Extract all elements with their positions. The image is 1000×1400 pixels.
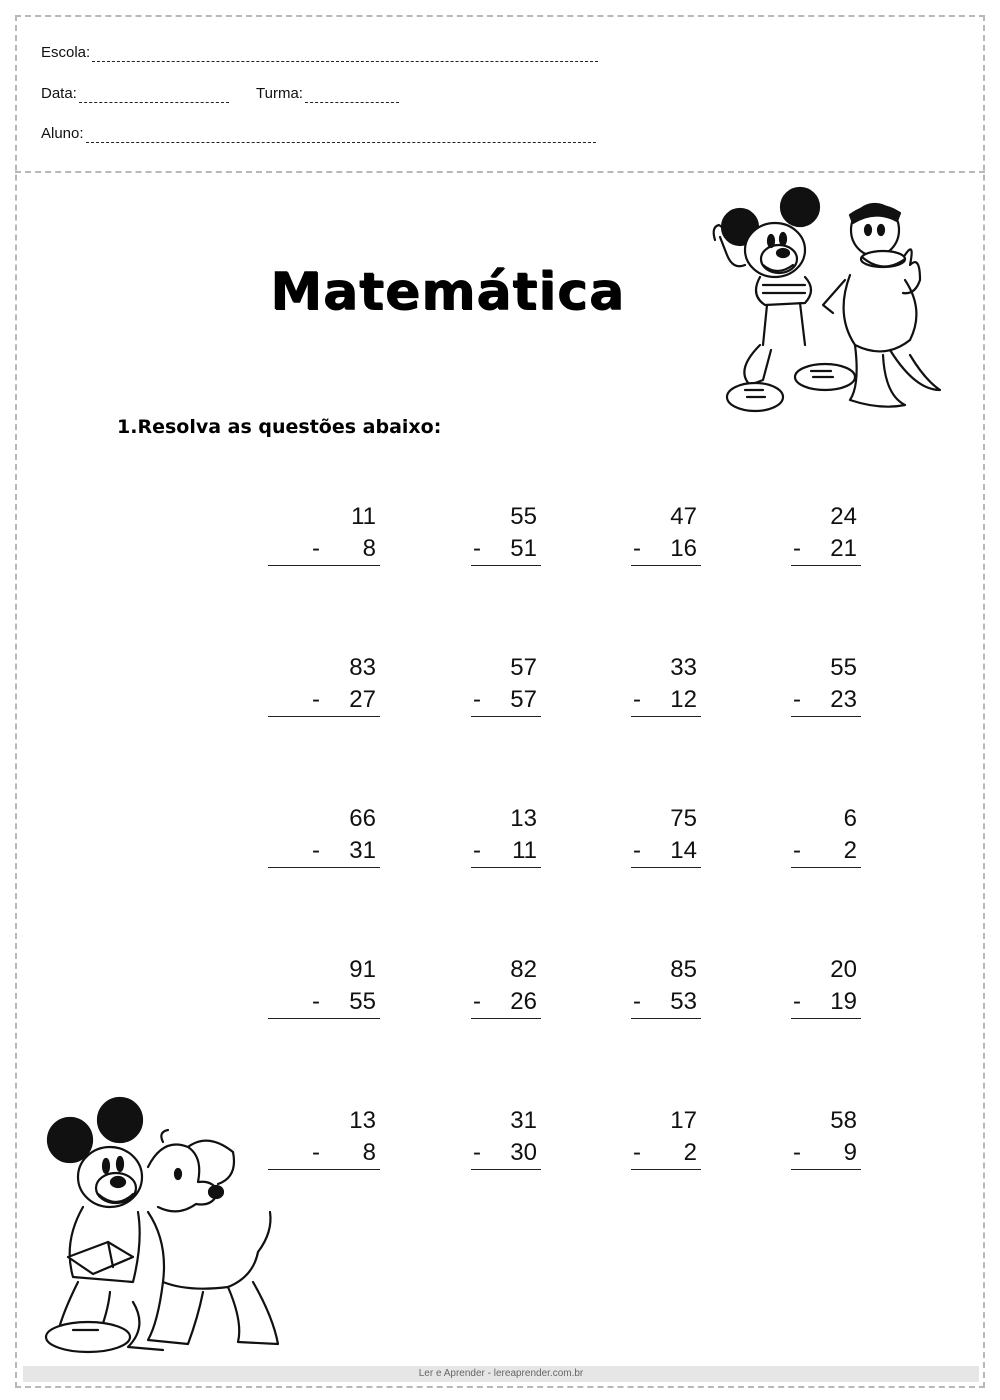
minus-sign: -	[312, 535, 320, 562]
footer-credit: Ler e Aprender - lereaprender.com.br	[23, 1366, 979, 1382]
minus-sign: -	[793, 535, 801, 562]
answer-line[interactable]	[791, 1018, 861, 1019]
subtraction-problem	[791, 1107, 861, 1171]
answer-line[interactable]	[268, 867, 380, 868]
subtrahend: 31	[349, 837, 376, 864]
class-label: Turma:	[256, 85, 303, 102]
mickey-and-donald-illustration	[705, 185, 945, 420]
minuend: 47	[670, 503, 697, 530]
subtrahend: 9	[843, 1139, 857, 1166]
subtrahend: 12	[670, 686, 697, 713]
subtrahend: 8	[362, 1139, 376, 1166]
minuend: 17	[670, 1107, 697, 1134]
minus-sign: -	[633, 686, 641, 713]
subtraction-problem	[471, 1107, 541, 1171]
minuend: 83	[349, 654, 376, 681]
minuend: 66	[349, 805, 376, 832]
header-divider	[15, 171, 985, 173]
answer-line[interactable]	[631, 867, 701, 868]
subtrahend: 51	[510, 535, 537, 562]
minuend: 57	[510, 654, 537, 681]
subtrahend: 8	[362, 535, 376, 562]
subtraction-problem	[268, 503, 380, 567]
answer-line[interactable]	[471, 1169, 541, 1170]
answer-line[interactable]	[791, 565, 861, 566]
subtraction-problem	[791, 805, 861, 869]
date-label: Data:	[41, 85, 77, 102]
minuend: 91	[349, 956, 376, 983]
answer-line[interactable]	[791, 1169, 861, 1170]
answer-line[interactable]	[268, 565, 380, 566]
subtraction-problem	[471, 956, 541, 1020]
subtrahend: 26	[510, 988, 537, 1015]
answer-line[interactable]	[631, 565, 701, 566]
instruction-text: 1.Resolva as questões abaixo:	[117, 416, 442, 438]
subtraction-problem	[791, 503, 861, 567]
minuend: 85	[670, 956, 697, 983]
subtraction-problem	[471, 805, 541, 869]
subtrahend: 2	[683, 1139, 697, 1166]
minus-sign: -	[473, 988, 481, 1015]
answer-line[interactable]	[268, 716, 380, 717]
minus-sign: -	[312, 1139, 320, 1166]
subtraction-problem	[268, 956, 380, 1020]
minuend: 13	[349, 1107, 376, 1134]
page-title: Matemática	[270, 262, 625, 322]
answer-line[interactable]	[268, 1018, 380, 1019]
answer-line[interactable]	[791, 716, 861, 717]
subtrahend: 16	[670, 535, 697, 562]
subtrahend: 23	[830, 686, 857, 713]
minus-sign: -	[633, 1139, 641, 1166]
minuend: 33	[670, 654, 697, 681]
subtrahend: 11	[512, 837, 537, 864]
subtraction-problem	[791, 654, 861, 718]
answer-line[interactable]	[471, 565, 541, 566]
subtrahend: 27	[349, 686, 376, 713]
minus-sign: -	[793, 1139, 801, 1166]
answer-line[interactable]	[791, 867, 861, 868]
school-field[interactable]	[41, 44, 598, 62]
date-field[interactable]	[41, 85, 229, 103]
answer-line[interactable]	[471, 867, 541, 868]
subtraction-problem	[631, 956, 701, 1020]
school-line	[92, 48, 598, 62]
subtraction-problem	[631, 654, 701, 718]
answer-line[interactable]	[268, 1169, 380, 1170]
subtrahend: 57	[510, 686, 537, 713]
minuend: 6	[843, 805, 857, 832]
subtrahend: 14	[670, 837, 697, 864]
minus-sign: -	[793, 686, 801, 713]
minus-sign: -	[473, 686, 481, 713]
mickey-and-pluto-illustration	[38, 1092, 283, 1360]
minus-sign: -	[633, 837, 641, 864]
minuend: 31	[510, 1107, 537, 1134]
answer-line[interactable]	[631, 1169, 701, 1170]
subtrahend: 53	[670, 988, 697, 1015]
minus-sign: -	[793, 837, 801, 864]
subtrahend: 19	[830, 988, 857, 1015]
subtraction-problem	[268, 805, 380, 869]
school-label: Escola:	[41, 44, 91, 61]
subtraction-problem	[268, 1107, 380, 1171]
minuend: 20	[830, 956, 857, 983]
minuend: 75	[670, 805, 697, 832]
answer-line[interactable]	[471, 1018, 541, 1019]
subtraction-problem	[471, 503, 541, 567]
student-field[interactable]	[41, 125, 596, 143]
minuend: 11	[351, 503, 376, 530]
minus-sign: -	[633, 988, 641, 1015]
subtrahend: 2	[843, 837, 857, 864]
answer-line[interactable]	[631, 1018, 701, 1019]
minus-sign: -	[633, 535, 641, 562]
subtrahend: 21	[830, 535, 857, 562]
minuend: 24	[830, 503, 857, 530]
minuend: 55	[510, 503, 537, 530]
minus-sign: -	[312, 837, 320, 864]
student-line	[86, 129, 596, 143]
answer-line[interactable]	[631, 716, 701, 717]
minus-sign: -	[473, 1139, 481, 1166]
minus-sign: -	[312, 988, 320, 1015]
minus-sign: -	[793, 988, 801, 1015]
date-line	[79, 89, 229, 103]
minuend: 55	[830, 654, 857, 681]
subtraction-problem	[791, 956, 861, 1020]
minuend: 13	[510, 805, 537, 832]
class-line	[305, 89, 399, 103]
subtraction-problem	[631, 503, 701, 567]
minuend: 58	[830, 1107, 857, 1134]
minuend: 82	[510, 956, 537, 983]
student-label: Aluno:	[41, 125, 84, 142]
minus-sign: -	[473, 535, 481, 562]
minus-sign: -	[312, 686, 320, 713]
class-field[interactable]	[256, 85, 399, 103]
minus-sign: -	[473, 837, 481, 864]
subtraction-problem	[268, 654, 380, 718]
answer-line[interactable]	[471, 716, 541, 717]
subtrahend: 30	[510, 1139, 537, 1166]
subtraction-problem	[631, 1107, 701, 1171]
subtraction-problem	[631, 805, 701, 869]
subtrahend: 55	[349, 988, 376, 1015]
subtraction-problem	[471, 654, 541, 718]
